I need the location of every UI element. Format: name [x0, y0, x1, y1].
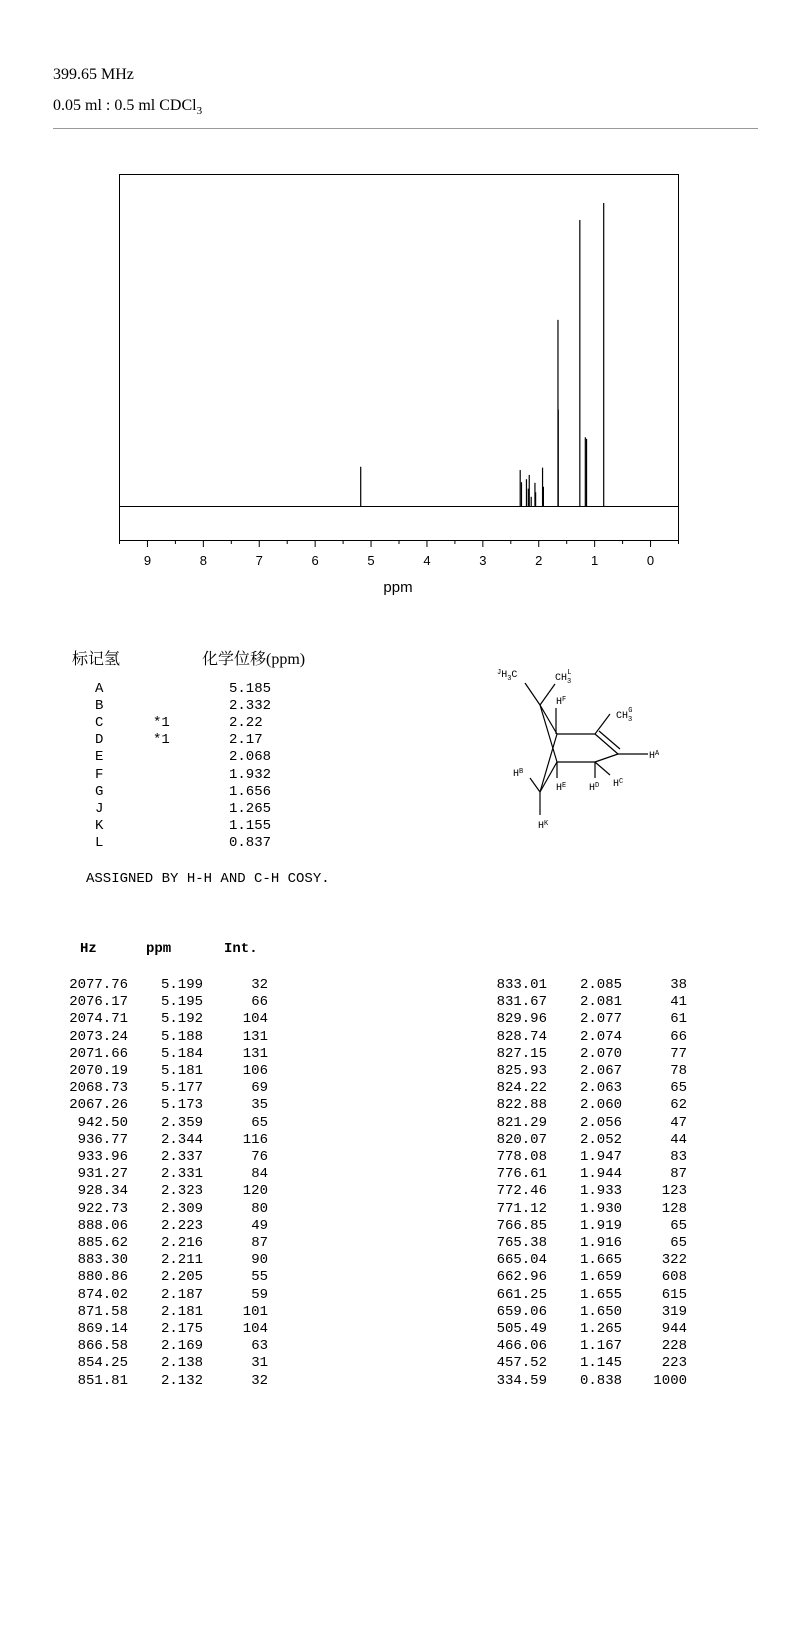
cell-ppm: 2.344 — [160, 1131, 203, 1148]
cell-hz: 662.96 — [496, 1269, 547, 1286]
x-tick-label: 6 — [311, 553, 319, 568]
cell-ppm: 1.265 — [579, 1321, 622, 1337]
cell-int: 47 — [670, 1114, 687, 1131]
table-row — [58, 1166, 273, 1183]
cell-hz: 505.49 — [496, 1321, 547, 1337]
table-row — [477, 1029, 692, 1046]
cell-hz: 931.27 — [77, 1166, 128, 1183]
cell-ppm: 5.199 — [160, 977, 203, 993]
cell-int: 87 — [670, 1166, 687, 1183]
cell-int: 76 — [251, 1149, 268, 1165]
cell-hz: 2070.19 — [69, 1063, 128, 1079]
cell-hz: 665.04 — [496, 1252, 547, 1269]
cell-int: 106 — [242, 1063, 268, 1079]
cell-ppm: 2.175 — [160, 1321, 203, 1337]
assignment-footnote: ASSIGNED BY H-H AND C-H COSY. — [86, 871, 330, 887]
label-j-methyl: $^JH_3C$ — [497, 669, 518, 683]
table-row — [58, 1321, 273, 1338]
assignment-label: C — [95, 715, 104, 732]
cell-int: 59 — [251, 1286, 268, 1303]
assignment-label: D — [95, 732, 104, 749]
label-h-k: $H^K$ — [538, 820, 549, 832]
cell-int: 87 — [251, 1235, 268, 1251]
sample-description — [53, 97, 202, 117]
table-row — [58, 1269, 273, 1286]
assignment-shift: 2.22 — [229, 715, 263, 732]
cell-int: 120 — [242, 1183, 268, 1200]
cell-ppm: 1.145 — [579, 1355, 622, 1372]
cell-hz: 851.81 — [77, 1372, 128, 1389]
table-row — [477, 1355, 692, 1372]
cell-ppm: 2.181 — [160, 1303, 203, 1320]
cell-int: 319 — [661, 1303, 687, 1320]
table-row — [477, 1183, 692, 1200]
cell-hz: 2067.26 — [69, 1097, 128, 1114]
cell-int: 84 — [251, 1166, 268, 1183]
cell-ppm: 1.944 — [579, 1166, 622, 1183]
table-row — [477, 1218, 692, 1235]
cell-hz: 829.96 — [496, 1011, 547, 1028]
cell-hz: 933.96 — [77, 1149, 128, 1165]
cell-hz: 825.93 — [496, 1063, 547, 1079]
table-row — [477, 977, 692, 994]
cell-int: 131 — [242, 1045, 268, 1062]
assignment-label: J — [95, 800, 104, 817]
cell-hz: 2071.66 — [69, 1045, 128, 1062]
assignment-label: L — [95, 834, 104, 851]
cell-hz: 820.07 — [496, 1131, 547, 1148]
table-row — [58, 1218, 273, 1235]
table-row — [477, 1115, 692, 1132]
cell-int: 615 — [661, 1286, 687, 1303]
assignment-label: K — [95, 817, 104, 834]
cell-int: 61 — [670, 1011, 687, 1028]
cell-ppm: 2.337 — [160, 1149, 203, 1165]
cell-hz: 2068.73 — [69, 1080, 128, 1097]
cell-hz: 828.74 — [496, 1028, 547, 1045]
cell-hz: 824.22 — [496, 1080, 547, 1097]
cell-hz: 928.34 — [77, 1183, 128, 1200]
label-h-d: $H^D$ — [589, 782, 600, 794]
x-tick-label: 1 — [591, 553, 599, 568]
cell-int: 49 — [251, 1217, 268, 1234]
cell-ppm: 2.169 — [160, 1338, 203, 1355]
cell-ppm: 2.331 — [160, 1166, 203, 1183]
table-row — [477, 1235, 692, 1252]
header-divider — [53, 128, 758, 129]
cell-hz: 827.15 — [496, 1045, 547, 1062]
table-row — [477, 1132, 692, 1149]
cell-ppm: 1.947 — [579, 1149, 622, 1165]
cell-int: 83 — [670, 1149, 687, 1165]
cell-ppm: 2.309 — [160, 1200, 203, 1217]
cell-ppm: 5.195 — [160, 994, 203, 1011]
assignment-shift: 1.932 — [229, 766, 272, 783]
table-row — [58, 1115, 273, 1132]
cell-int: 65 — [670, 1235, 687, 1251]
table-header-ppm: ppm — [146, 941, 172, 957]
cell-int: 32 — [251, 1372, 268, 1389]
cell-hz: 821.29 — [496, 1114, 547, 1131]
table-row — [477, 1338, 692, 1355]
table-row — [58, 1149, 273, 1166]
table-header-hz: Hz — [80, 941, 97, 957]
cell-hz: 765.38 — [496, 1235, 547, 1251]
cell-ppm: 2.187 — [160, 1286, 203, 1303]
cell-ppm: 2.323 — [160, 1183, 203, 1200]
table-row — [58, 1252, 273, 1269]
cell-hz: 888.06 — [77, 1217, 128, 1234]
cell-ppm: 1.650 — [579, 1303, 622, 1320]
cell-int: 31 — [251, 1355, 268, 1372]
label-h-a: $H^A$ — [649, 750, 660, 762]
x-tick-label: 0 — [646, 553, 655, 568]
cell-ppm: 5.173 — [160, 1097, 203, 1114]
cell-int: 101 — [242, 1303, 268, 1320]
x-tick-label: 7 — [255, 553, 263, 568]
table-row — [477, 1166, 692, 1183]
cell-hz: 771.12 — [496, 1200, 547, 1217]
cell-int: 35 — [251, 1097, 268, 1114]
cell-hz: 869.14 — [77, 1321, 128, 1337]
cell-ppm: 2.070 — [579, 1045, 622, 1062]
cell-int: 69 — [251, 1080, 268, 1097]
assignment-label: E — [95, 749, 104, 766]
table-row — [477, 1201, 692, 1218]
cell-int: 65 — [670, 1217, 687, 1234]
spectrum-peaks — [361, 203, 604, 507]
label-h-c: $H^C$ — [613, 778, 624, 790]
cell-ppm: 2.205 — [160, 1269, 203, 1286]
table-row — [477, 1321, 692, 1338]
cell-int: 116 — [242, 1131, 268, 1148]
label-h-f: $H^F$ — [556, 696, 567, 708]
cell-int: 63 — [251, 1338, 268, 1355]
table-row — [58, 1304, 273, 1321]
cell-hz: 466.06 — [496, 1338, 547, 1355]
cell-int: 55 — [251, 1269, 268, 1286]
cell-int: 32 — [251, 977, 268, 993]
cell-int: 1000 — [653, 1372, 687, 1389]
table-row — [477, 994, 692, 1011]
cell-ppm: 2.223 — [160, 1217, 203, 1234]
table-row — [58, 1063, 273, 1080]
table-row — [477, 1304, 692, 1321]
molecule-structure — [470, 650, 710, 850]
table-row — [477, 1046, 692, 1063]
table-row — [58, 1287, 273, 1304]
cell-int: 944 — [661, 1321, 687, 1337]
assignment-note: *1 — [153, 715, 170, 732]
label-h-b: $H^B$ — [513, 768, 524, 780]
assignment-shift: 2.17 — [229, 732, 263, 749]
cell-ppm: 1.933 — [579, 1183, 622, 1200]
assignment-shift: 2.332 — [229, 698, 272, 715]
table-row — [477, 1097, 692, 1114]
cell-ppm: 1.659 — [579, 1269, 622, 1286]
cell-ppm: 2.063 — [579, 1080, 622, 1097]
table-row — [58, 1011, 273, 1028]
cell-int: 65 — [251, 1114, 268, 1131]
cell-int: 131 — [242, 1028, 268, 1045]
assignment-shift: 1.656 — [229, 783, 272, 800]
cell-ppm: 2.359 — [160, 1114, 203, 1131]
cell-hz: 659.06 — [496, 1303, 547, 1320]
table-row — [477, 1063, 692, 1080]
cell-hz: 936.77 — [77, 1131, 128, 1148]
cell-int: 104 — [242, 1011, 268, 1028]
cell-int: 66 — [251, 994, 268, 1011]
assignment-label: A — [95, 681, 104, 697]
cell-ppm: 2.132 — [160, 1372, 203, 1389]
cell-ppm: 1.916 — [579, 1235, 622, 1251]
table-row — [58, 1201, 273, 1218]
table-row — [58, 1097, 273, 1114]
table-row — [58, 1183, 273, 1200]
cell-int: 123 — [661, 1183, 687, 1200]
cell-ppm: 2.074 — [579, 1028, 622, 1045]
label-g-methyl: $CH_3G$ — [616, 707, 633, 724]
table-row — [477, 1080, 692, 1097]
cell-ppm: 1.919 — [579, 1217, 622, 1234]
cell-hz: 866.58 — [77, 1338, 128, 1355]
table-row — [477, 1287, 692, 1304]
x-tick-label: 5 — [367, 553, 375, 568]
x-tick-label: 4 — [423, 553, 431, 568]
cell-ppm: 2.081 — [579, 994, 622, 1011]
table-row — [58, 994, 273, 1011]
cell-hz: 457.52 — [496, 1355, 547, 1372]
cell-ppm: 2.216 — [160, 1235, 203, 1251]
cell-int: 80 — [251, 1200, 268, 1217]
cell-ppm: 1.665 — [579, 1252, 622, 1269]
cell-int: 90 — [251, 1252, 268, 1269]
sample-subscript: 3 — [196, 105, 203, 118]
cell-ppm: 2.211 — [160, 1252, 203, 1269]
cell-hz: 831.67 — [496, 994, 547, 1011]
cell-ppm: 0.838 — [579, 1372, 622, 1389]
table-row — [58, 977, 273, 994]
table-header-int: Int. — [224, 941, 258, 957]
cell-ppm: 2.085 — [579, 977, 622, 993]
cell-int: 228 — [661, 1338, 687, 1355]
cell-hz: 880.86 — [77, 1269, 128, 1286]
cell-ppm: 1.167 — [579, 1338, 622, 1355]
table-row — [58, 1080, 273, 1097]
cell-hz: 854.25 — [77, 1355, 128, 1372]
table-row — [58, 1046, 273, 1063]
x-axis-ticks — [120, 541, 679, 569]
cell-hz: 833.01 — [496, 977, 547, 993]
cell-int: 608 — [661, 1269, 687, 1286]
cell-ppm: 2.060 — [579, 1097, 622, 1114]
cell-int: 104 — [242, 1321, 268, 1337]
cell-int: 77 — [670, 1045, 687, 1062]
table-row — [477, 1373, 692, 1390]
cell-int: 38 — [670, 977, 687, 993]
assignment-label: G — [95, 783, 104, 800]
cell-ppm: 5.188 — [160, 1028, 203, 1045]
table-row — [58, 1235, 273, 1252]
cell-ppm: 2.077 — [579, 1011, 622, 1028]
x-tick-label: 3 — [479, 553, 487, 568]
label-l-methyl: $CH_3L$ — [555, 669, 572, 686]
cell-int: 78 — [670, 1063, 687, 1079]
cell-hz: 922.73 — [77, 1200, 128, 1217]
x-tick-label: 9 — [143, 553, 152, 568]
cell-hz: 871.58 — [77, 1303, 128, 1320]
assignment-header-label: 标记氢 — [72, 651, 121, 668]
cell-hz: 661.25 — [496, 1286, 547, 1303]
sample-text: 0.05 ml : 0.5 ml CDCl — [53, 97, 197, 114]
cell-ppm: 5.192 — [160, 1011, 203, 1028]
cell-int: 65 — [670, 1080, 687, 1097]
cell-ppm: 5.181 — [160, 1063, 203, 1079]
cell-hz: 334.59 — [496, 1372, 547, 1389]
cell-int: 62 — [670, 1097, 687, 1114]
assignment-header-shift: 化学位移(ppm) — [202, 651, 306, 668]
cell-int: 322 — [661, 1252, 687, 1269]
table-row — [477, 1269, 692, 1286]
cell-int: 128 — [661, 1200, 687, 1217]
table-row — [58, 1338, 273, 1355]
cell-hz: 776.61 — [496, 1166, 547, 1183]
cell-ppm: 1.930 — [579, 1200, 622, 1217]
cell-ppm: 2.138 — [160, 1355, 203, 1372]
assignment-label: F — [95, 766, 104, 783]
cell-hz: 2077.76 — [69, 977, 128, 993]
cell-ppm: 5.184 — [160, 1045, 203, 1062]
cell-hz: 885.62 — [77, 1235, 128, 1251]
cell-hz: 772.46 — [496, 1183, 547, 1200]
cell-ppm: 5.177 — [160, 1080, 203, 1097]
structure-bonds — [525, 683, 648, 815]
spectrometer-frequency: 399.65 MHz — [53, 66, 134, 83]
cell-hz: 778.08 — [496, 1149, 547, 1165]
table-row — [477, 1252, 692, 1269]
cell-int: 223 — [661, 1355, 687, 1372]
cell-hz: 883.30 — [77, 1252, 128, 1269]
assignment-shift: 1.155 — [229, 817, 272, 834]
cell-hz: 2076.17 — [69, 994, 128, 1011]
assignment-shift: 0.837 — [229, 834, 272, 851]
cell-hz: 874.02 — [77, 1286, 128, 1303]
assignment-shift: 5.185 — [229, 681, 272, 697]
cell-int: 66 — [670, 1028, 687, 1045]
plot-frame — [120, 175, 679, 541]
table-row — [58, 1373, 273, 1390]
cell-ppm: 2.067 — [579, 1063, 622, 1079]
cell-ppm: 1.655 — [579, 1286, 622, 1303]
assignment-shift: 2.068 — [229, 749, 272, 766]
cell-int: 41 — [670, 994, 687, 1011]
table-row — [477, 1011, 692, 1028]
x-tick-label: 8 — [199, 553, 207, 568]
cell-hz: 822.88 — [496, 1097, 547, 1114]
cell-hz: 2074.71 — [69, 1011, 128, 1028]
x-axis-label: ppm — [383, 579, 413, 596]
assignment-shift: 1.265 — [229, 800, 272, 817]
nmr-spectrum-chart — [0, 160, 794, 610]
x-tick-label: 2 — [535, 553, 543, 568]
cell-hz: 942.50 — [77, 1114, 128, 1131]
cell-hz: 2073.24 — [69, 1028, 128, 1045]
table-row — [58, 1355, 273, 1372]
table-row — [477, 1149, 692, 1166]
cell-ppm: 2.052 — [579, 1131, 622, 1148]
table-row — [58, 1029, 273, 1046]
cell-ppm: 2.056 — [579, 1114, 622, 1131]
cell-hz: 766.85 — [496, 1217, 547, 1234]
table-row — [58, 1132, 273, 1149]
assignment-note: *1 — [153, 732, 170, 749]
assignment-label: B — [95, 698, 104, 715]
label-h-e: $H^E$ — [556, 782, 567, 794]
cell-int: 44 — [670, 1131, 687, 1148]
